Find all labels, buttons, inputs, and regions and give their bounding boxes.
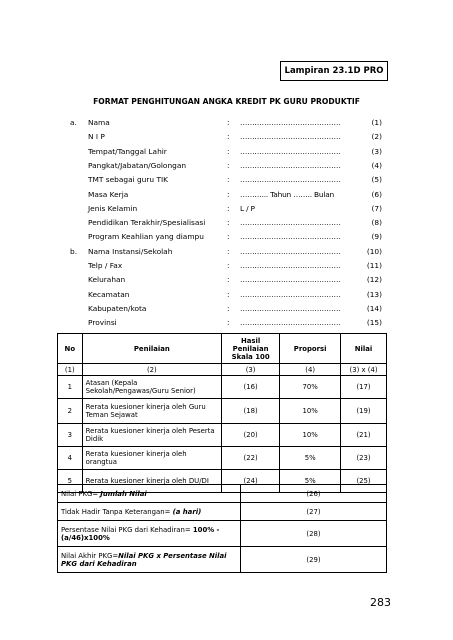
identity-label: Kelurahan (88, 275, 126, 285)
row-hasil: (18) (222, 399, 280, 424)
identity-value: …………………………………… (240, 118, 341, 127)
identity-label: Jenis Kelamin (88, 203, 138, 213)
identity-number: (14) (366, 303, 382, 313)
identity-colon: : (227, 118, 230, 127)
page-number: 283 (370, 596, 391, 609)
table-row (58, 424, 387, 447)
identity-number: (10) (366, 246, 382, 256)
identity-label: Telp / Fax (88, 261, 123, 270)
summary-table (57, 484, 387, 573)
identity-label: Kabupaten/kota (88, 303, 147, 313)
identity-label: Tempat/Tanggal Lahir (88, 146, 167, 156)
identity-letter: a. (70, 118, 77, 127)
identity-value: …………………………………… (240, 232, 341, 242)
summary-label (58, 521, 241, 547)
identity-colon: : (227, 318, 230, 328)
identity-row (0, 260, 453, 272)
table-row (58, 399, 387, 424)
identity-colon: : (227, 218, 230, 228)
summary-label (58, 547, 241, 573)
page-title: FORMAT PENGHITUNGAN ANGKA KREDIT PK GURU PRODUKTIF (93, 97, 360, 106)
row-criteria: Rerata kuesioner kinerja oleh orangtua (82, 447, 221, 470)
identity-label: Pangkat/Jabatan/Golongan (88, 160, 187, 170)
summary-text: Nilai PKG= (61, 489, 101, 498)
identity-colon: : (227, 246, 230, 256)
row-nilai: (19) (341, 399, 387, 424)
summary-row (58, 547, 387, 573)
identity-colon: : (227, 175, 230, 185)
header-hasil: Hasil Penilaian Skala 100 (222, 334, 280, 364)
identity-label: Program Keahlian yang diampu (88, 232, 204, 242)
identity-number: (7) (371, 203, 382, 213)
subheader-cell: (2) (82, 364, 221, 376)
identity-value: ………... Tahun …….. Bulan (240, 189, 335, 199)
identity-value: …………………………………… (240, 261, 341, 270)
summary-row (58, 485, 387, 503)
identity-row (0, 289, 453, 301)
subheader-cell: (1) (58, 364, 83, 376)
table-row (58, 376, 387, 399)
lampiran-box: Lampiran 23.1D PRO (280, 61, 388, 81)
identity-label: Masa Kerja (88, 189, 129, 199)
table-row (58, 447, 387, 470)
summary-text: Nilai Akhir PKG= (61, 551, 119, 560)
row-proporsi: 70% (280, 376, 341, 399)
identity-label: Nama Instansi/Sekolah (88, 246, 173, 256)
row-criteria: Rerata kuesioner kinerja oleh DU/DI (82, 470, 221, 493)
identity-colon: : (227, 160, 230, 170)
identity-label: Pendidikan Terakhir/Spesialisasi (88, 218, 206, 228)
row-proporsi: 10% (280, 424, 341, 447)
identity-number: (11) (366, 261, 382, 270)
identity-number: (8) (371, 218, 382, 228)
identity-number: (9) (371, 232, 382, 242)
row-no: 3 (58, 424, 83, 447)
identity-row (0, 203, 453, 215)
identity-number: (6) (371, 189, 382, 199)
identity-number: (3) (371, 146, 382, 156)
row-nilai: (23) (341, 447, 387, 470)
summary-row (58, 503, 387, 521)
row-criteria: Rerata kuesioner kinerja oleh Guru Teman Sejawat (82, 399, 221, 424)
identity-row (0, 146, 453, 158)
assessment-table (57, 333, 387, 493)
identity-colon: : (227, 189, 230, 199)
identity-value: …………………………………… (240, 146, 341, 156)
summary-emphasis: Jumlah Nilai (100, 489, 147, 498)
summary-emphasis: (a hari) (172, 507, 202, 516)
identity-value: L / P (240, 203, 255, 213)
identity-label: Provinsi (88, 318, 117, 328)
identity-value: …………………………………… (240, 246, 341, 256)
identity-colon: : (227, 275, 230, 285)
summary-value: (26) (241, 485, 387, 503)
row-nilai: (25) (341, 470, 387, 493)
row-criteria: Rerata kuesioner kinerja oleh Peserta Didik (82, 424, 221, 447)
identity-colon: : (227, 146, 230, 156)
identity-value: …………………………………… (240, 275, 341, 285)
identity-value: …………………………………… (240, 175, 341, 185)
identity-row (0, 189, 453, 201)
row-no: 2 (58, 399, 83, 424)
row-nilai: (17) (341, 376, 387, 399)
identity-label: Nama (88, 118, 110, 127)
identity-colon: : (227, 303, 230, 313)
identity-colon: : (227, 261, 230, 270)
summary-value: (27) (241, 503, 387, 521)
summary-value: (28) (241, 521, 387, 547)
header-no: No (58, 334, 83, 364)
row-no: 5 (58, 470, 83, 493)
identity-colon: : (227, 232, 230, 242)
row-hasil: (16) (222, 376, 280, 399)
summary-emphasis: 100% - (a/46)x100% (61, 525, 220, 542)
identity-label: N I P (88, 132, 105, 142)
identity-row (0, 117, 453, 129)
row-hasil: (22) (222, 447, 280, 470)
identity-number: (15) (366, 318, 382, 328)
identity-row (0, 303, 453, 315)
summary-label (58, 485, 241, 503)
identity-label: TMT sebagai guru TIK (88, 175, 168, 185)
identity-value: …………………………………… (240, 303, 341, 313)
identity-number: (5) (371, 175, 382, 185)
row-hasil: (20) (222, 424, 280, 447)
row-proporsi: 5% (280, 447, 341, 470)
identity-row (0, 160, 453, 172)
summary-text: Persentase Nilai PKG dari Kehadiran= (61, 525, 193, 534)
summary-text: Tidak Hadir Tanpa Keterangan= (61, 507, 173, 516)
identity-colon: : (227, 132, 230, 142)
identity-label: Kecamatan (88, 289, 130, 299)
header-penilaian: Penilaian (82, 334, 221, 364)
identity-letter: b. (70, 246, 78, 256)
identity-number: (2) (371, 132, 382, 142)
identity-value: …………………………………… (240, 132, 341, 142)
identity-number: (12) (366, 275, 382, 285)
row-criteria: Atasan (Kepala Sekolah/Pengawas/Guru Senior) (82, 376, 221, 399)
identity-value: …………………………………… (240, 318, 341, 328)
identity-number: (13) (366, 289, 382, 299)
identity-colon: : (227, 203, 230, 213)
header-proporsi: Proporsi (280, 334, 341, 364)
summary-row (58, 521, 387, 547)
identity-row (0, 131, 453, 143)
identity-row (0, 231, 453, 243)
row-proporsi: 5% (280, 470, 341, 493)
identity-number: (1) (371, 118, 382, 127)
row-no: 4 (58, 447, 83, 470)
subheader-cell: (4) (280, 364, 341, 376)
identity-colon: : (227, 289, 230, 299)
identity-value: …………………………………… (240, 218, 341, 228)
identity-row (0, 317, 453, 329)
identity-row (0, 246, 453, 258)
subheader-cell: (3) (222, 364, 280, 376)
row-hasil: (24) (222, 470, 280, 493)
row-proporsi: 10% (280, 399, 341, 424)
identity-row (0, 217, 453, 229)
identity-value: …………………………………… (240, 289, 341, 299)
row-nilai: (21) (341, 424, 387, 447)
row-no: 1 (58, 376, 83, 399)
identity-row (0, 274, 453, 286)
identity-row (0, 174, 453, 186)
summary-emphasis: Nilai PKG x Persentase Nilai PKG dari Kehadiran (61, 551, 227, 568)
identity-value: …………………………………… (240, 160, 341, 170)
summary-value: (29) (241, 547, 387, 573)
subheader-cell: (3) x (4) (341, 364, 387, 376)
header-nilai: Nilai (341, 334, 387, 364)
summary-label (58, 503, 241, 521)
identity-number: (4) (371, 160, 382, 170)
